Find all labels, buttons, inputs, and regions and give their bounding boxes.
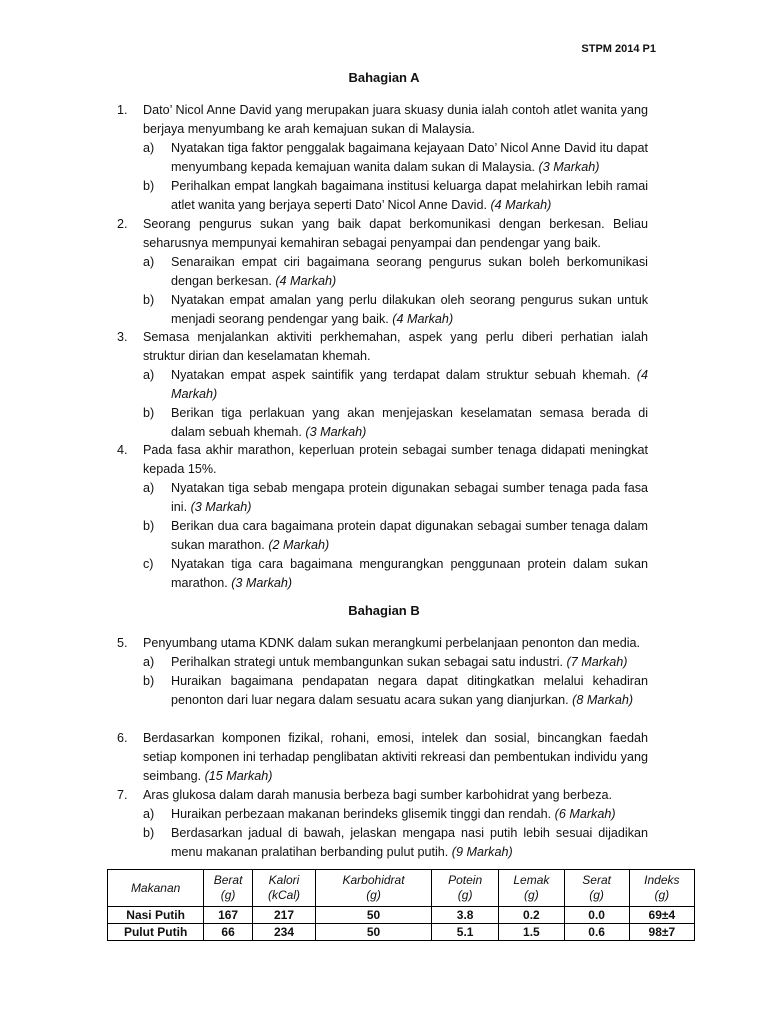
sub-question-text: Nyatakan tiga faktor penggalak bagaimana kejayaan Dato’ Nicol Anne David itu dapat menyumbang kepada kemajuan wanita dalam sukan di Malaysia. (171, 141, 648, 174)
header-unit: (kCal) (267, 888, 300, 902)
sub-question-body (171, 555, 648, 593)
nutrition-table (107, 869, 695, 941)
sub-question-body (171, 517, 648, 555)
header-label: Indeks (644, 873, 680, 887)
table-body (108, 907, 695, 941)
sub-question-label: c) (143, 557, 154, 571)
sub-question-text: Berdasarkan jadual di bawah, jelaskan mengapa nasi putih lebih sesuai dijadikan menu makanan pralatihan berbanding pulut putih. (171, 826, 648, 859)
question-4 (117, 441, 648, 593)
sub-question (143, 177, 648, 215)
table-header-cell (499, 870, 564, 907)
table-cell: 0.6 (564, 924, 629, 941)
table-cell: 50 (316, 924, 432, 941)
question-number: 2. (117, 217, 128, 231)
sub-question-body (171, 672, 648, 710)
table-cell: Pulut Putih (108, 924, 204, 941)
sub-question-label: b) (143, 179, 155, 193)
header-label: Lemak (513, 873, 550, 887)
sub-question (143, 479, 648, 517)
question-text (143, 101, 648, 139)
sub-question-body (171, 805, 648, 824)
sub-question-marks: (2 Markah) (268, 538, 330, 552)
sub-question-text: Nyatakan tiga sebab mengapa protein digunakan sebagai sumber tenaga pada fasa ini. (171, 481, 648, 514)
table-cell: 66 (204, 924, 253, 941)
table-row (108, 907, 695, 924)
sub-question-text: Huraikan perbezaan makanan berindeks glisemik tinggi dan rendah. (171, 807, 552, 821)
question-number: 5. (117, 636, 128, 650)
sub-question (143, 139, 648, 177)
table-cell: 50 (316, 907, 432, 924)
sub-question-marks: (3 Markah) (231, 576, 293, 590)
table-header-row (108, 870, 695, 907)
table-header-cell (108, 870, 204, 907)
sub-question-text: Huraikan bagaimana pendapatan negara dapat ditingkatkan melalui kehadiran penonton dari luar negara dalam sesuatu acara sukan yang dianjurkan. (171, 674, 648, 707)
sub-question-marks: (7 Markah) (566, 655, 628, 669)
header-label: Kalori (268, 873, 300, 887)
sub-question (143, 404, 648, 442)
sub-question-marks: (4 Markah) (171, 368, 648, 401)
section-b-title: Bahagian B (348, 603, 420, 618)
sub-question-body (171, 366, 648, 404)
question-text (143, 215, 648, 253)
sub-question-marks: (6 Markah) (554, 807, 616, 821)
table-cell: 3.8 (432, 907, 499, 924)
question-stem: Semasa menjalankan aktiviti perkhemahan, aspek yang perlu diberi perhatian ialah struktur dirian dan keselamatan khemah. (143, 330, 648, 363)
table-header-cell (432, 870, 499, 907)
sub-question-marks: (4 Markah) (490, 198, 552, 212)
header-label: Karbohidrat (342, 873, 405, 887)
header-unit: (g) (366, 888, 381, 902)
question-stem: Aras glukosa dalam darah manusia berbeza bagi sumber karbohidrat yang berbeza. (143, 788, 613, 802)
sub-question-marks: (9 Markah) (451, 845, 513, 859)
sub-question-label: a) (143, 368, 155, 382)
sub-question-body (171, 177, 648, 215)
question-6 (117, 729, 648, 786)
sub-question-text: Nyatakan empat amalan yang perlu dilakukan oleh seorang pengurus sukan untuk menjadi seorang pendengar yang baik. (171, 293, 648, 326)
table-cell: 98±7 (629, 924, 694, 941)
question-number: 6. (117, 731, 128, 745)
table-row (108, 924, 695, 941)
sub-question-body (171, 824, 648, 862)
header-unit: (g) (589, 888, 604, 902)
sub-question (143, 824, 648, 862)
sub-question (143, 366, 648, 404)
sub-question-label: a) (143, 481, 155, 495)
table-cell: 1.5 (499, 924, 564, 941)
question-text (143, 441, 648, 479)
question-stem: Pada fasa akhir marathon, keperluan protein sebagai sumber tenaga didapati meningkat kepada 15%. (143, 443, 648, 476)
question-number: 4. (117, 443, 128, 457)
header-label: Berat (213, 873, 243, 887)
header-label: Serat (582, 873, 611, 887)
question-number: 7. (117, 788, 128, 802)
question-text (143, 634, 648, 653)
sub-question-body (171, 404, 648, 442)
table-header-cell (564, 870, 629, 907)
table-cell: 234 (252, 924, 315, 941)
sub-question-label: b) (143, 293, 155, 307)
question-text (143, 729, 648, 786)
sub-question (143, 517, 648, 555)
table-cell: 5.1 (432, 924, 499, 941)
table-cell: 217 (252, 907, 315, 924)
sub-question-body (171, 479, 648, 517)
sub-question-text: Perihalkan empat langkah bagaimana institusi keluarga dapat melahirkan lebih ramai atlet wanita yang berjaya seperti Dato’ Nicol Anne David. (171, 179, 648, 212)
question-marks: (15 Markah) (204, 769, 273, 783)
sub-question (143, 253, 648, 291)
sub-question (143, 291, 648, 329)
question-1 (117, 101, 648, 215)
sub-question-body (171, 653, 648, 672)
question-text (143, 328, 648, 366)
sub-question-label: a) (143, 255, 155, 269)
table-cell: 167 (204, 907, 253, 924)
sub-question-text: Nyatakan tiga cara bagaimana mengurangkan penggunaan protein dalam sukan marathon. (171, 557, 648, 590)
sub-question-label: b) (143, 674, 155, 688)
sub-question-marks: (8 Markah) (572, 693, 634, 707)
sub-question-marks: (3 Markah) (190, 500, 252, 514)
sub-question (143, 653, 648, 672)
table-cell: 69±4 (629, 907, 694, 924)
question-stem: Berdasarkan komponen fizikal, rohani, emosi, intelek dan sosial, bincangkan faedah setiap komponen ini terhadap penglibatan aktiviti rekreasi dan pembentukan individu yang seimbang. (143, 731, 648, 783)
sub-question-label: b) (143, 519, 155, 533)
sub-question-text: Senaraikan empat ciri bagaimana seorang pengurus sukan boleh berkomunikasi dengan berkesan. (171, 255, 648, 288)
sub-question (143, 672, 648, 710)
question-5 (117, 634, 648, 710)
table-header-cell (204, 870, 253, 907)
sub-question (143, 555, 648, 593)
sub-question-marks: (3 Markah) (305, 425, 367, 439)
question-number: 1. (117, 103, 128, 117)
table-cell: Nasi Putih (108, 907, 204, 924)
table-cell: 0.2 (499, 907, 564, 924)
header-unit: (g) (457, 888, 473, 902)
question-7 (117, 786, 648, 862)
header-unit: (g) (524, 888, 539, 902)
table-header-cell (629, 870, 694, 907)
header-label: Potein (448, 873, 483, 887)
question-number: 3. (117, 330, 128, 344)
sub-question-label: a) (143, 807, 155, 821)
sub-question-label: b) (143, 826, 155, 840)
paper-code: STPM 2014 P1 (581, 43, 656, 55)
sub-question-text: Nyatakan empat aspek saintifik yang terdapat dalam struktur sebuah khemah. (171, 368, 631, 382)
table-header-cell (252, 870, 315, 907)
header-unit: (g) (220, 888, 236, 902)
question-3 (117, 328, 648, 442)
sub-question-label: b) (143, 406, 155, 420)
sub-question-text: Berikan dua cara bagaimana protein dapat digunakan sebagai sumber tenaga dalam sukan marathon. (171, 519, 648, 552)
sub-question-marks: (3 Markah) (538, 160, 600, 174)
sub-question-marks: (4 Markah) (392, 312, 454, 326)
sub-question-text: Berikan tiga perlakuan yang akan menjejaskan keselamatan semasa berada di dalam sebuah khemah. (171, 406, 648, 439)
question-stem: Dato’ Nicol Anne David yang merupakan juara skuasy dunia ialah contoh atlet wanita yang berjaya menyumbang ke arah kemajuan sukan di Malaysia. (143, 103, 648, 136)
section-a-title: Bahagian A (348, 70, 420, 85)
table-cell: 0.0 (564, 907, 629, 924)
sub-question-body (171, 291, 648, 329)
header-label: Makanan (130, 880, 181, 895)
question-stem: Penyumbang utama KDNK dalam sukan merangkumi perbelanjaan penonton dan media. (143, 636, 641, 650)
table-header-cell (316, 870, 432, 907)
sub-question-body (171, 253, 648, 291)
header-unit: (g) (654, 888, 670, 902)
sub-question-marks: (4 Markah) (275, 274, 337, 288)
sub-question-text: Perihalkan strategi untuk membangunkan sukan sebagai satu industri. (171, 655, 564, 669)
question-text (143, 786, 648, 805)
question-stem: Seorang pengurus sukan yang baik dapat berkomunikasi dengan berkesan. Beliau seharusnya mempunyai kemahiran sebagai penyampai dan pendengar yang baik. (143, 217, 648, 250)
sub-question (143, 805, 648, 824)
sub-question-label: a) (143, 655, 155, 669)
sub-question-body (171, 139, 648, 177)
question-2 (117, 215, 648, 329)
sub-question-label: a) (143, 141, 155, 155)
